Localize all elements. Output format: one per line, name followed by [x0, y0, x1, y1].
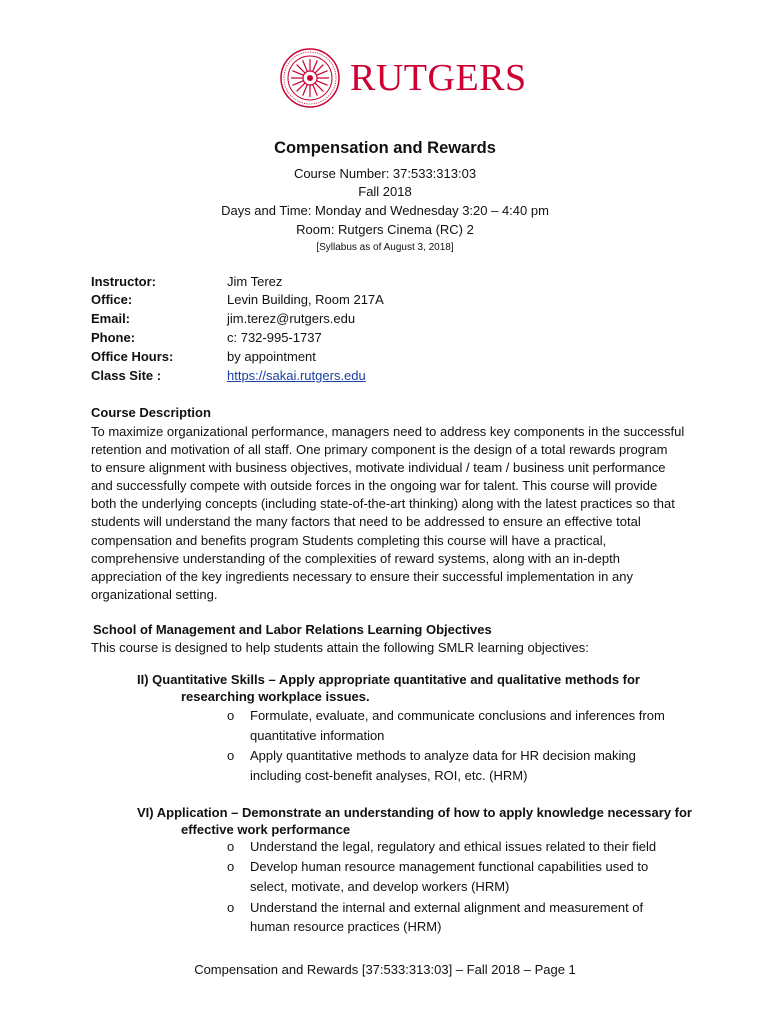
- bullet-icon: o: [227, 900, 235, 915]
- office-value: Levin Building, Room 217A: [227, 292, 384, 307]
- description-line: appreciation of the key ingredients necessary to ensure their successful implementation in any: [91, 568, 633, 584]
- description-line: comprehensive understanding of the complexities of reward systems, along with an in-depth: [91, 550, 620, 566]
- bullet-icon: o: [227, 708, 235, 723]
- objective-item-cont: quantitative information: [250, 728, 385, 743]
- description-line: retention and motivation of all staff. One primary component is the design of a total rewards program: [91, 442, 668, 458]
- course-number: Course Number: 37:533:313:03: [293, 166, 477, 181]
- course-title: Compensation and Rewards: [274, 139, 496, 157]
- objective-group-title-cont: researching workplace issues.: [181, 689, 370, 704]
- course-description-text: [91, 423, 685, 604]
- rutgers-seal-icon: [280, 48, 340, 108]
- email-value[interactable]: jim.terez@rutgers.edu: [227, 311, 356, 326]
- phone-value: c: 732-995-1737: [227, 330, 322, 345]
- description-line: organizational setting.: [91, 586, 218, 602]
- learning-objectives-intro: This course is designed to help students attain the following SMLR learning objectives:: [91, 640, 589, 655]
- instructor-label: Instructor:: [91, 274, 156, 289]
- objective-item-cont: human resource practices (HRM): [250, 919, 442, 934]
- class-site-link[interactable]: https://sakai.rutgers.edu: [227, 368, 366, 383]
- description-line: students will understand the many factors that need to be addressed to ensure an effective total: [91, 514, 641, 530]
- rutgers-wordmark: RUTGERS: [350, 57, 527, 99]
- syllabus-date: [Syllabus as of August 3, 2018]: [316, 242, 454, 253]
- objective-item: Apply quantitative methods to analyze data for HR decision making: [250, 748, 636, 763]
- description-line: and successfully compete with outside forces in the ongoing war for talent. This course will provide: [91, 478, 658, 494]
- course-room: Room: Rutgers Cinema (RC) 2: [296, 222, 474, 237]
- office-label: Office:: [91, 292, 133, 307]
- description-line: to ensure alignment with business objectives, motivate individual / team / business unit performance: [91, 460, 666, 476]
- course-term: Fall 2018: [358, 184, 412, 199]
- bullet-icon: o: [227, 839, 235, 854]
- description-line: To maximize organizational performance, managers need to address key components in the successful: [91, 424, 685, 439]
- objective-group-title: VI) Application – Demonstrate an understanding of how to apply knowledge necessary for: [137, 805, 692, 820]
- page-footer: Compensation and Rewards [37:533:313:03] – Fall 2018 – Page 1: [194, 962, 576, 977]
- objective-item: Understand the legal, regulatory and ethical issues related to their field: [250, 839, 657, 854]
- objective-group-title-cont: effective work performance: [181, 822, 351, 837]
- course-schedule: Days and Time: Monday and Wednesday 3:20 – 4:40 pm: [221, 203, 549, 218]
- objective-item: Formulate, evaluate, and communicate conclusions and inferences from: [250, 708, 665, 723]
- instructor-value: Jim Terez: [227, 274, 283, 289]
- email-label: Email:: [91, 311, 131, 326]
- learning-objectives-heading: School of Management and Labor Relations Learning Objectives: [93, 622, 492, 637]
- objective-item-cont: select, motivate, and develop workers (HRM): [250, 879, 510, 894]
- objective-item-cont: including cost-benefit analyses, ROI, etc. (HRM): [250, 768, 528, 783]
- office-hours-label: Office Hours:: [91, 349, 174, 364]
- rutgers-logo: [280, 46, 540, 110]
- bullet-icon: o: [227, 748, 235, 763]
- course-description-heading: Course Description: [91, 405, 211, 420]
- description-line: compensation and benefits program Students completing this course will have a practical,: [91, 532, 607, 548]
- class-site-label: Class Site :: [91, 368, 162, 383]
- objective-group-title: II) Quantitative Skills – Apply appropriate quantitative and qualitative methods for: [137, 672, 640, 687]
- office-hours-value: by appointment: [227, 349, 316, 364]
- description-line: both the underlying concepts (including state-of-the-art thinking) along with the latest practices so that: [91, 496, 675, 512]
- objective-item: Understand the internal and external alignment and measurement of: [250, 900, 644, 915]
- bullet-icon: o: [227, 859, 235, 874]
- phone-label: Phone:: [91, 330, 136, 345]
- objective-item: Develop human resource management functional capabilities used to: [250, 859, 649, 874]
